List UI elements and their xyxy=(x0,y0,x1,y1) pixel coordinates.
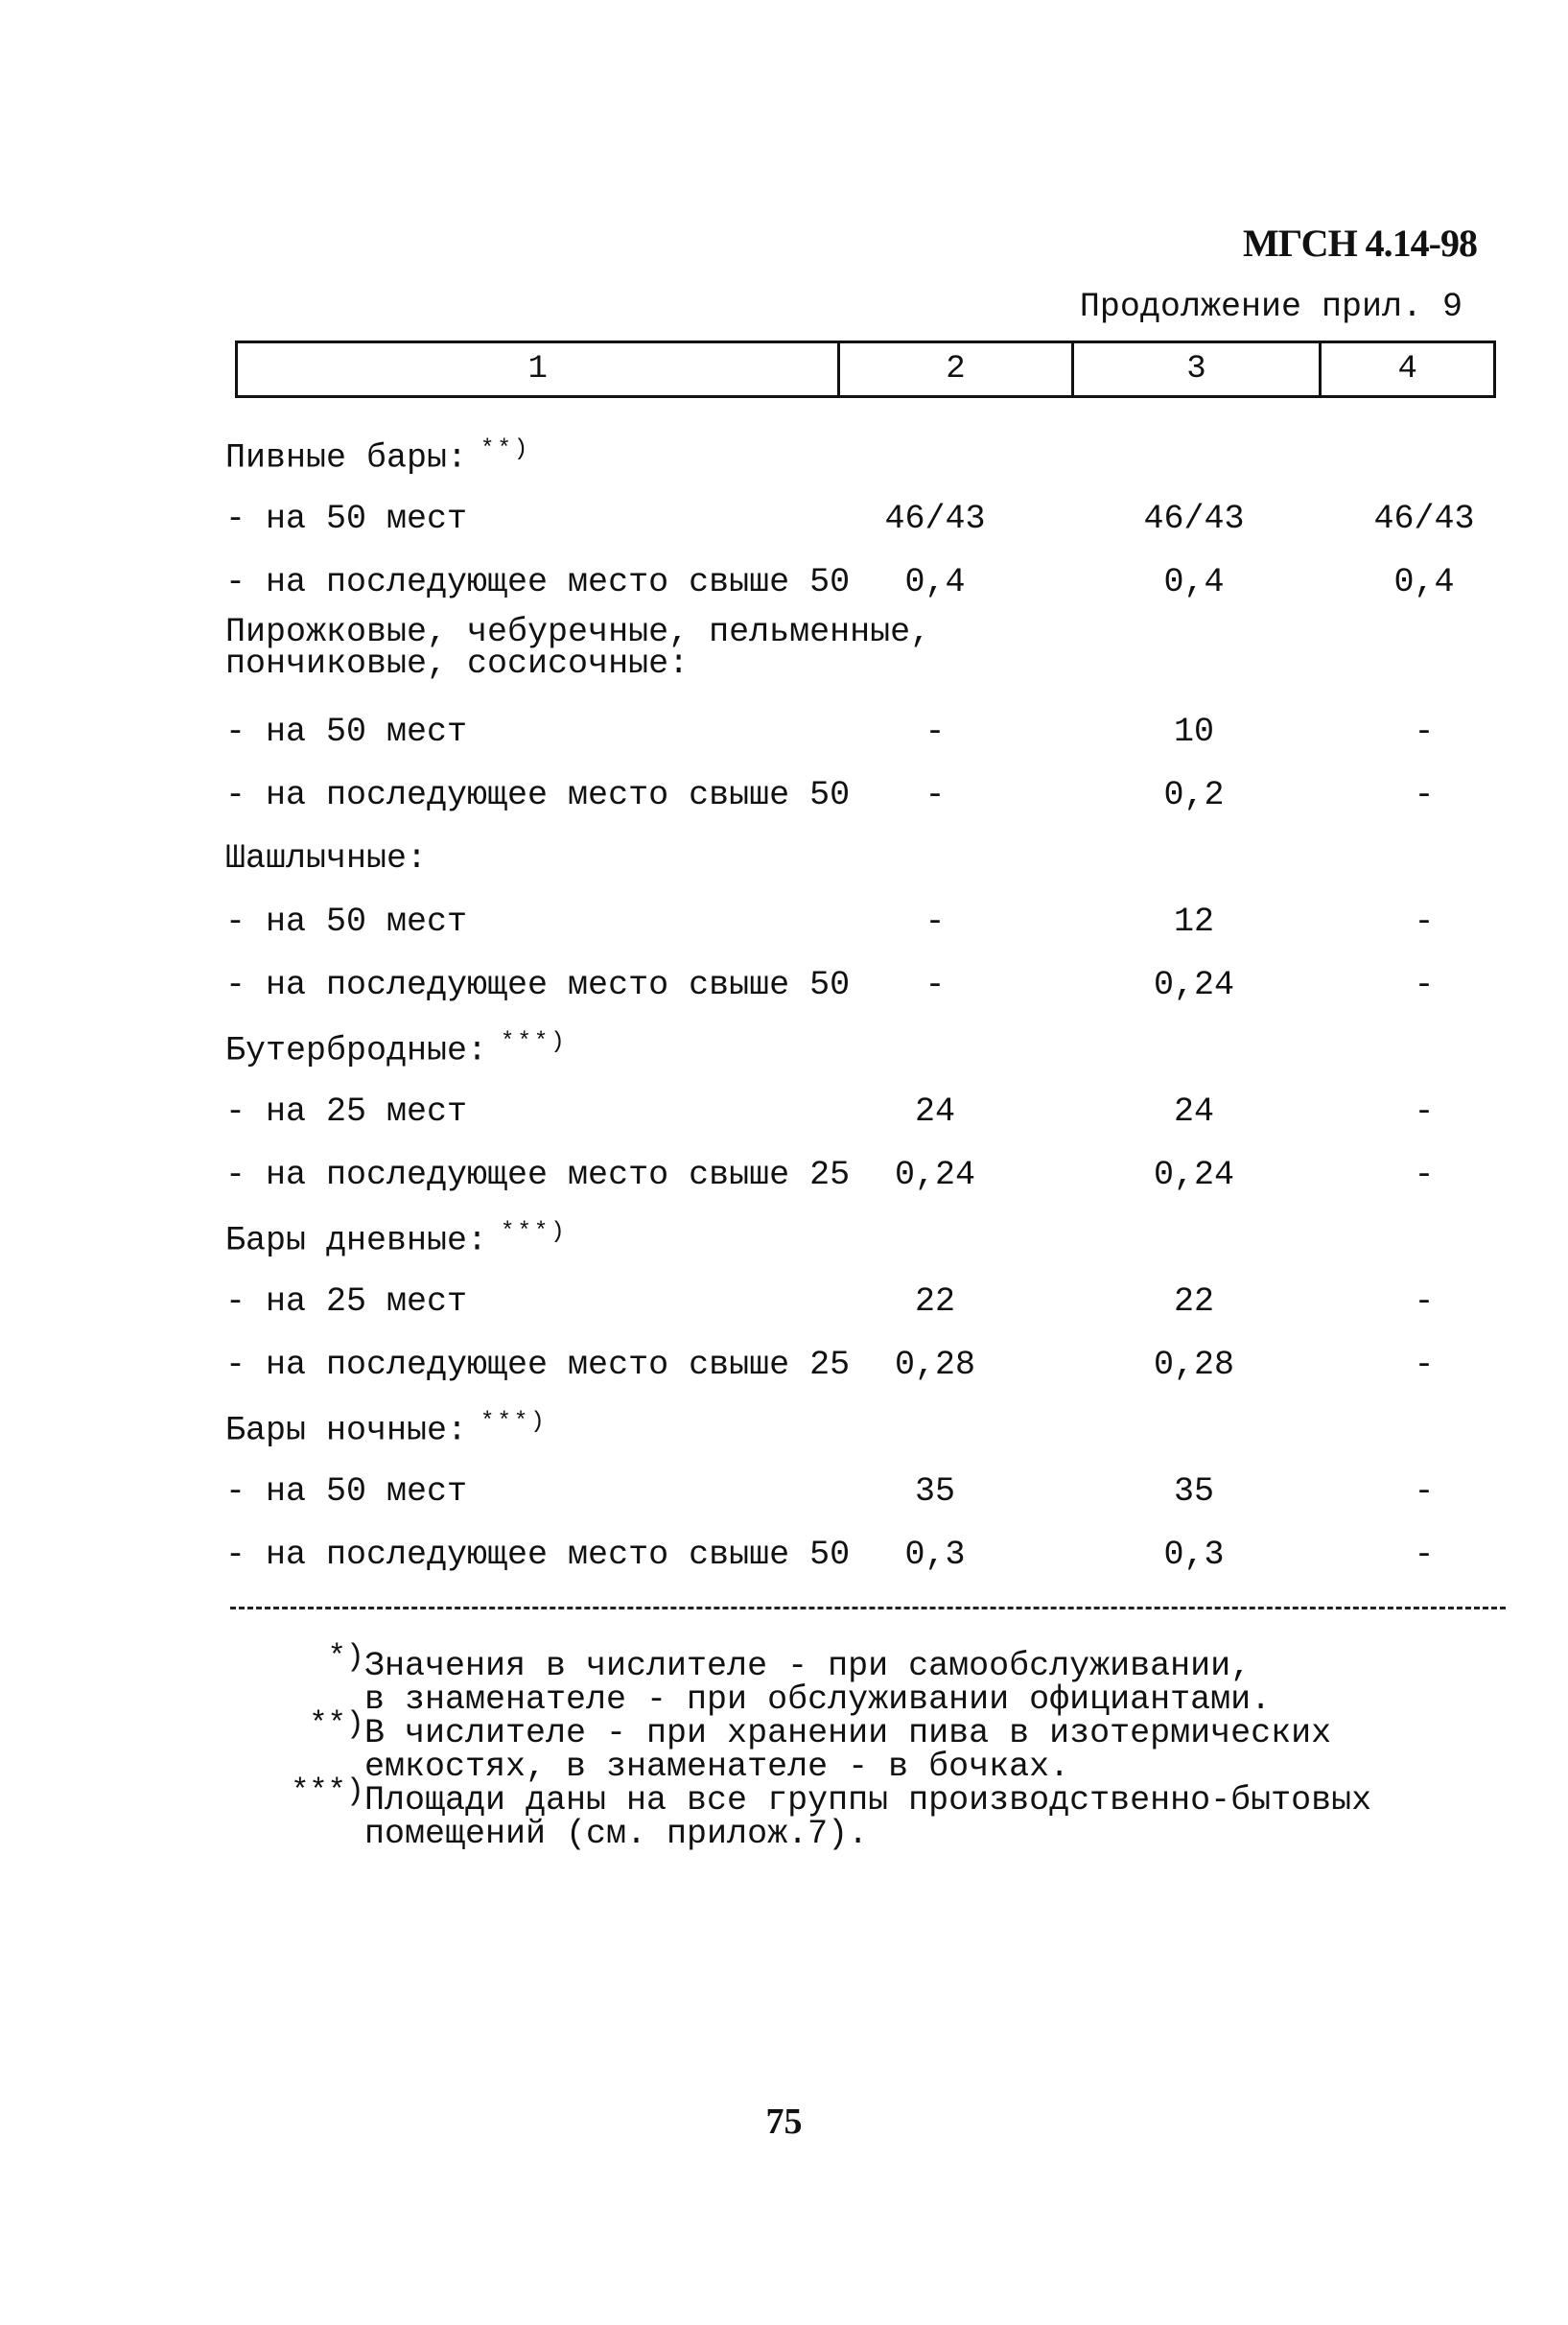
table-row xyxy=(0,830,1568,893)
cell-col-3: 46/43 xyxy=(1143,500,1245,538)
row-label xyxy=(225,1029,568,1070)
footnote-mark: *) xyxy=(327,1639,364,1675)
row-label-text: - на последующее место свыше 50 xyxy=(225,776,851,814)
footnote xyxy=(269,1773,1372,1853)
cell-col-3: 24 xyxy=(1173,1092,1214,1131)
cell-col-4: - xyxy=(1414,1536,1435,1574)
footnote-text: Площади даны на все группы производственно-бытовых помещений (см. прилож.7). xyxy=(364,1781,1372,1853)
table-row xyxy=(0,703,1568,766)
cell-col-4: 0,4 xyxy=(1393,563,1455,601)
cell-col-2: 0,4 xyxy=(904,563,966,601)
row-label-text: - на последующее место свыше 50 xyxy=(225,1536,851,1574)
table-row xyxy=(0,1526,1568,1589)
row-label xyxy=(225,1092,467,1131)
cell-col-4: - xyxy=(1414,1346,1435,1384)
cell-col-3: 12 xyxy=(1173,903,1214,941)
row-label-text: - на 50 мест xyxy=(225,903,468,941)
table-row xyxy=(0,1083,1568,1146)
table-row xyxy=(0,490,1568,553)
row-label xyxy=(225,776,850,814)
cell-col-3: 35 xyxy=(1173,1472,1214,1511)
cell-col-4: - xyxy=(1414,1156,1435,1194)
row-label xyxy=(225,839,427,878)
footnote-ref: ***) xyxy=(480,1409,548,1435)
table-row xyxy=(0,427,1568,490)
row-label xyxy=(225,1409,548,1450)
row-label xyxy=(225,1472,467,1511)
row-label-text: Бары дневные: xyxy=(225,1221,488,1260)
footnote-ref: ***) xyxy=(501,1219,568,1245)
row-label xyxy=(225,500,467,538)
cell-col-2: 22 xyxy=(914,1282,955,1321)
row-label-text: Пирожковые, чебуречные, пельменные, пончиковые, сосисочные: xyxy=(225,613,931,684)
cell-col-3: 0,3 xyxy=(1163,1536,1225,1574)
row-label-text: - на 50 мест xyxy=(225,1472,468,1511)
footnote-mark: ***) xyxy=(291,1773,364,1809)
footnote-text: Значения в числителе - при самообслуживании, в знаменателе - при обслуживании официантами. xyxy=(364,1647,1272,1719)
table-row xyxy=(0,553,1568,617)
row-label-text: - на последующее место свыше 25 xyxy=(225,1346,851,1384)
row-label xyxy=(225,903,467,941)
footnotes xyxy=(291,1639,1372,1853)
cell-col-2: - xyxy=(924,966,946,1004)
cell-col-3: 0,2 xyxy=(1163,776,1225,814)
row-label-text: - на 25 мест xyxy=(225,1282,468,1321)
cell-col-2: 46/43 xyxy=(884,500,986,538)
cell-col-4: - xyxy=(1414,1092,1435,1131)
row-label-text: Бутербродные: xyxy=(225,1031,488,1070)
column-header-2: 2 xyxy=(839,342,1072,397)
table-row xyxy=(0,613,1568,703)
table-row xyxy=(0,1463,1568,1526)
footnote-text: В числителе - при хранении пива в изотермических емкостях, в знаменателе - в бочках. xyxy=(364,1714,1332,1786)
row-label-text: - на последующее место свыше 50 xyxy=(225,966,851,1004)
row-label xyxy=(225,613,931,684)
footnote xyxy=(297,1639,1371,1719)
footnote xyxy=(278,1706,1371,1786)
cell-col-2: 24 xyxy=(914,1092,955,1131)
cell-col-2: - xyxy=(924,713,946,751)
cell-col-2: 0,3 xyxy=(904,1536,966,1574)
row-label xyxy=(225,1219,568,1260)
row-label-text: - на последующее место свыше 25 xyxy=(225,1156,851,1194)
table-row xyxy=(0,1399,1568,1463)
table-row xyxy=(0,1273,1568,1336)
row-label xyxy=(225,713,467,751)
table-row xyxy=(0,1146,1568,1209)
column-header-3: 3 xyxy=(1072,342,1321,397)
row-label-text: - на 25 мест xyxy=(225,1092,468,1131)
cell-col-2: - xyxy=(924,903,946,941)
row-label xyxy=(225,1346,850,1384)
column-header-1: 1 xyxy=(237,342,839,397)
table-row xyxy=(0,893,1568,956)
row-label xyxy=(225,966,850,1004)
table-row xyxy=(0,766,1568,830)
cell-col-2: - xyxy=(924,776,946,814)
cell-col-2: 0,28 xyxy=(894,1346,975,1384)
row-label-text: - на 50 мест xyxy=(225,713,468,751)
row-label-text: - на 50 мест xyxy=(225,500,468,538)
row-label xyxy=(225,1536,850,1574)
table-body xyxy=(0,427,1568,1589)
row-label xyxy=(225,436,530,478)
continuation-label: Продолжение прил. 9 xyxy=(1079,288,1463,326)
cell-col-2: 0,24 xyxy=(894,1156,975,1194)
table-row xyxy=(0,1209,1568,1273)
column-header-table xyxy=(235,341,1496,398)
row-label-text: Бары ночные: xyxy=(225,1411,468,1450)
cell-col-3: 0,24 xyxy=(1153,966,1234,1004)
doc-code: МГСН 4.14-98 xyxy=(1243,222,1477,265)
cell-col-2: 35 xyxy=(914,1472,955,1511)
cell-col-4: - xyxy=(1414,776,1435,814)
cell-col-4: - xyxy=(1414,1282,1435,1321)
footnote-ref: ***) xyxy=(501,1029,568,1055)
cell-col-4: - xyxy=(1414,903,1435,941)
row-label-text: - на последующее место свыше 50 xyxy=(225,563,851,601)
cell-col-4: - xyxy=(1414,713,1435,751)
column-header-4: 4 xyxy=(1321,342,1495,397)
table-row xyxy=(0,956,1568,1020)
cell-col-4: - xyxy=(1414,966,1435,1004)
row-label-text: Шашлычные: xyxy=(225,839,428,878)
footnote-divider xyxy=(230,1607,1506,1609)
row-label xyxy=(225,1282,467,1321)
cell-col-3: 10 xyxy=(1173,713,1214,751)
cell-col-3: 0,24 xyxy=(1153,1156,1234,1194)
cell-col-3: 0,4 xyxy=(1163,563,1225,601)
cell-col-3: 0,28 xyxy=(1153,1346,1234,1384)
page-number: 75 xyxy=(765,2102,803,2142)
cell-col-4: 46/43 xyxy=(1373,500,1475,538)
footnote-mark: **) xyxy=(309,1706,364,1742)
row-label-text: Пивные бары: xyxy=(225,438,468,478)
cell-col-3: 22 xyxy=(1173,1282,1214,1321)
row-label xyxy=(225,1156,850,1194)
row-label xyxy=(225,563,850,601)
table-row xyxy=(0,1020,1568,1083)
footnote-ref: **) xyxy=(480,436,531,462)
table-row xyxy=(0,1336,1568,1399)
cell-col-4: - xyxy=(1414,1472,1435,1511)
